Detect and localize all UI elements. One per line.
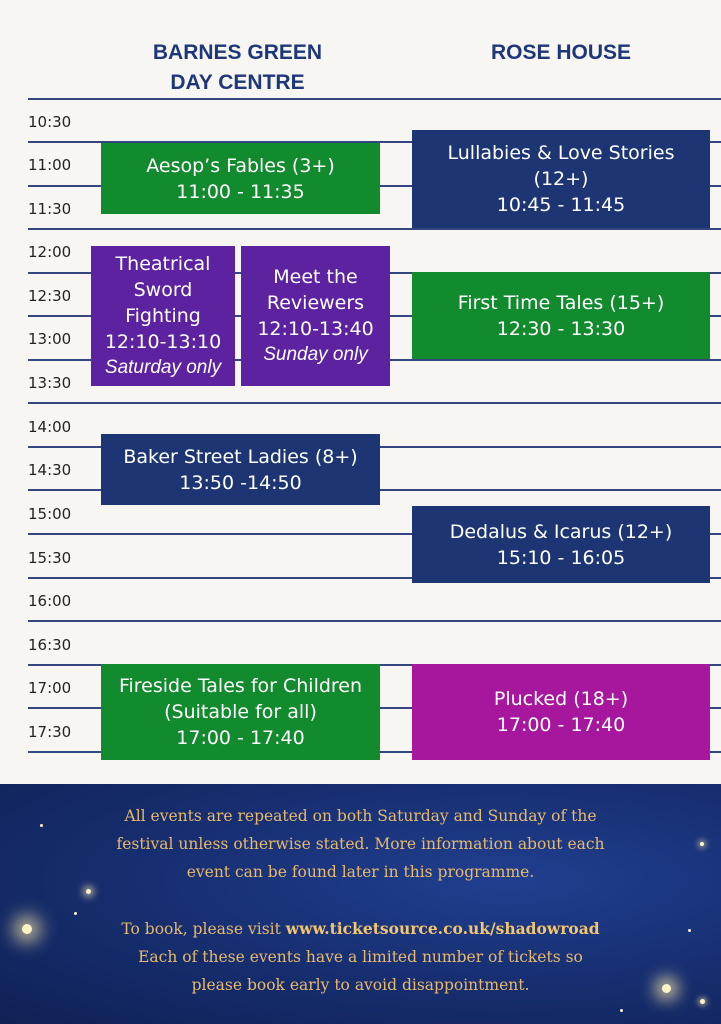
event-time: 17:00 - 17:40 [496,714,626,736]
time-label: 17:00 [28,679,72,697]
booking-link[interactable]: www.ticketsource.co.uk/shadowroad [285,919,600,938]
event-title-line-1: Fireside Tales for Children [118,675,363,697]
time-label: 17:30 [28,723,72,741]
grid-line [28,228,721,230]
venue-name-line-1: BARNES GREEN [152,41,323,64]
event-title-line-2: (12+) [533,168,589,190]
footer-line-2: festival unless otherwise stated. More information about each [116,835,605,853]
time-label: 16:30 [28,636,72,654]
event-time: 17:00 - 17:40 [176,727,305,749]
footer-info-panel [0,784,721,1024]
footer-repeat-notice [40,802,681,886]
time-label: 16:00 [28,592,72,610]
event-time: 12:10-13:10 [104,331,222,353]
venue-name: ROSE HOUSE [490,41,632,64]
time-label: 10:30 [28,113,72,131]
event-title: First Time Tales (15+) [457,291,665,314]
event-time: 13:50 -14:50 [179,471,302,494]
grid-line [28,402,721,404]
time-label: 11:30 [28,200,72,218]
footer-booking-notice [40,915,681,999]
time-label: 14:00 [28,418,72,436]
event-theatrical-sword-fighting [91,246,235,386]
event-dedalus-icarus [412,506,710,583]
footer-line-1: All events are repeated on both Saturday and Sunday of the [124,807,597,825]
event-title-line-1: Meet the [273,266,358,288]
event-title: Plucked (18+) [493,688,629,710]
event-time: 10:45 - 11:45 [496,194,626,216]
time-label: 15:00 [28,505,72,523]
event-title-line-2: Reviewers [266,292,365,314]
event-first-time-tales [412,272,710,359]
time-label: 12:00 [28,243,72,261]
event-fireside-tales [101,664,380,760]
sparkle-decoration [86,889,91,894]
sparkle-decoration [700,842,704,846]
venue-name-line-2: DAY CENTRE [170,71,305,94]
footer-line-6: please book early to avoid disappointment. [191,976,530,994]
sparkle-decoration [700,999,705,1004]
time-label: 12:30 [28,287,72,305]
time-label: 13:00 [28,330,72,348]
event-title: Dedalus & Icarus (12+) [449,520,673,543]
venue-header-rose-house [412,38,710,68]
footer-line-5: Each of these events have a limited number of tickets so [138,948,583,966]
footer-booking-line [40,915,681,943]
event-note: Saturday only [104,357,222,378]
event-title-line-2: (Suitable for all) [164,701,317,723]
venue-header-barnes-green [120,38,355,98]
event-meet-the-reviewers [241,246,390,386]
grid-line [28,98,721,100]
event-time: 12:10-13:40 [257,318,374,340]
event-baker-street-ladies [101,434,380,505]
grid-line [28,620,721,622]
time-label: 14:30 [28,461,72,479]
event-title: Baker Street Ladies (8+) [123,445,358,468]
booking-prefix: To book, please visit [121,920,286,938]
event-note: Sunday only [263,344,368,365]
event-time: 12:30 - 13:30 [496,317,626,340]
footer-line-3: event can be found later in this programme. [186,863,535,881]
sparkle-decoration [22,924,32,934]
event-title-line-3: Fighting [125,305,201,327]
time-label: 15:30 [28,549,72,567]
time-label: 13:30 [28,374,72,392]
event-title-line-2: Sword [133,279,193,301]
event-plucked [412,664,710,760]
event-title: Aesop’s Fables (3+) [146,154,335,177]
event-title-line-1: Lullabies & Love Stories [447,142,675,164]
sparkle-decoration [688,929,691,932]
event-time: 11:00 - 11:35 [176,180,305,203]
time-label: 11:00 [28,156,72,174]
event-aesops-fables [101,143,380,214]
event-time: 15:10 - 16:05 [496,546,626,569]
event-lullabies-love-stories [412,130,710,228]
event-title-line-1: Theatrical [115,253,211,275]
sparkle-decoration [620,1009,623,1012]
